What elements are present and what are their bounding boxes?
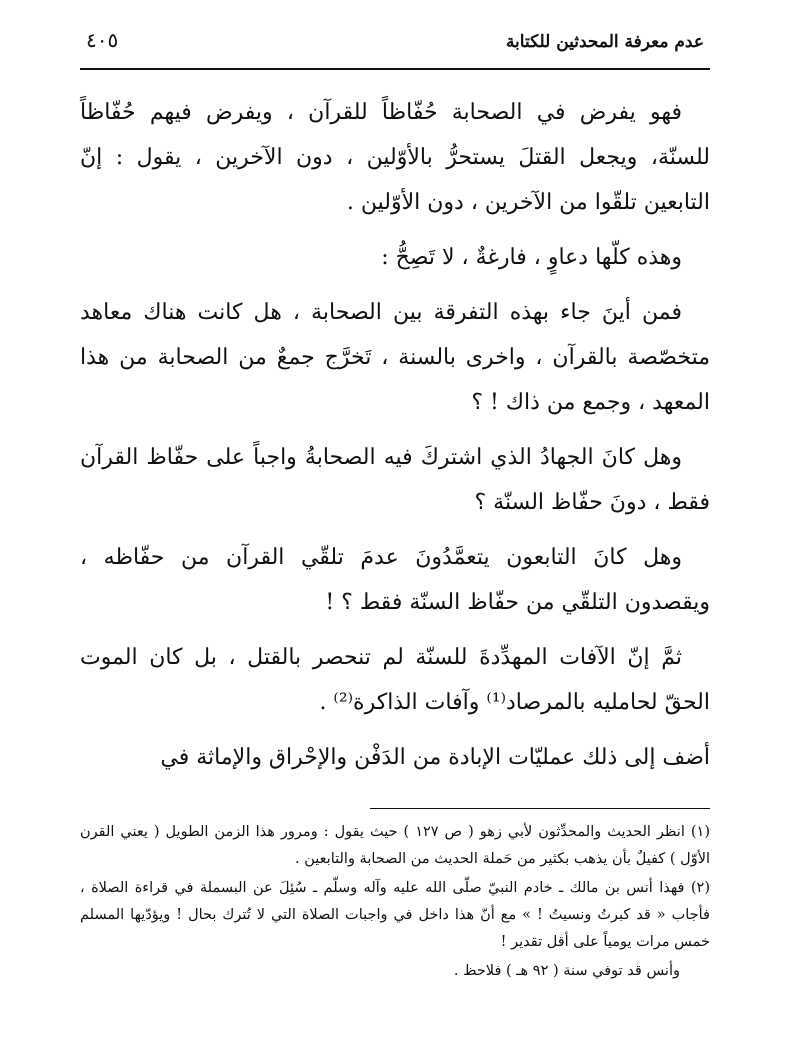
paragraph: وهل كانَ التابعون يتعمَّدُونَ عدمَ تلقّي القرآن من حفّاظه ، ويقصدون التلقّي من حفّاظ السنّة فقط ؟ ! — [80, 545, 710, 615]
footnotes — [80, 819, 710, 985]
book-page — [80, 28, 710, 985]
main-text — [80, 90, 710, 780]
footnote-number: (١) — [690, 824, 711, 840]
page-header — [80, 28, 710, 66]
footnote-rule — [370, 808, 710, 809]
footnote — [80, 819, 710, 873]
footnote-text: انظر الحديث والمحدِّثون لأبي زهو ( ص ١٢٧ ) حيث يقول : ومرور هذا الزمن الطويل ( يعني القرن الأوّل ) كفيلٌ بأن يذهب بكثير من حَملة الحديث من الصحابة والتابعين . — [80, 824, 710, 867]
header-rule — [80, 68, 710, 70]
paragraph: فهو يفرض في الصحابة حُفّاظاً للقرآن ، ويفرض فيهم حُفّاظاً للسنّة، ويجعل القتلَ يستحرُّ بالأوّلين ، دون الآخرين ، يقول : إنّ التابعين تلقّوا من الآخرين ، دون الأوّلين . — [80, 100, 710, 215]
paragraph: وهذه كلّها دعاوٍ ، فارغةٌ ، لا تَصِحُّ : — [381, 245, 682, 270]
footnote — [80, 875, 710, 956]
paragraph: فمن أينَ جاء بهذه التفرقة بين الصحابة ، هل كانت هناك معاهد متخصّصة بالقرآن ، واخرى بالسنة ، تَخرَّج جمعٌ من الصحابة من هذا المعهد ، وجمع من ذاك ! ؟ — [80, 300, 710, 415]
running-title: عدم معرفة المحدثين للكتابة — [505, 32, 704, 52]
footnote-number: (٢) — [690, 880, 710, 896]
paragraph: ثمَّ إنّ الآفات المهدِّدةَ للسنّة لم تنحصر بالقتل ، بل كان الموت الحقّ لحامليه بالمرصاد⁽¹⁾ وآفات الذاكرة⁽²⁾ . — [80, 645, 710, 715]
footnote-continuation: وأنس قد توفي سنة ( ٩٢ هـ ) فلاحظ . — [453, 963, 680, 979]
paragraph: وهل كانَ الجهادُ الذي اشتركَ فيه الصحابةُ واجباً على حفّاظ القرآن فقط ، دونَ حفّاظ السنّة ؟ — [80, 445, 710, 515]
footnote-text: فهذا أنس بن مالك ـ خادم النبيّ صلّى الله عليه وآله وسلّم ـ سُئِلَ عن البسملة في قراءة الصلاة ، فأجاب « قد كبرتُ ونسيتُ ! » مع أنّ هذا داخل في واجبات الصلاة التي لا تُترك بحال ! ويؤدّيها المسلم خمس مرات يومياً على أقل تقدير ! — [80, 880, 710, 950]
page-number: ٤٠٥ — [86, 28, 119, 52]
paragraph: أضف إلى ذلك عمليّات الإبادة من الدَفْن والإحْراق والإماثة في — [160, 745, 710, 770]
